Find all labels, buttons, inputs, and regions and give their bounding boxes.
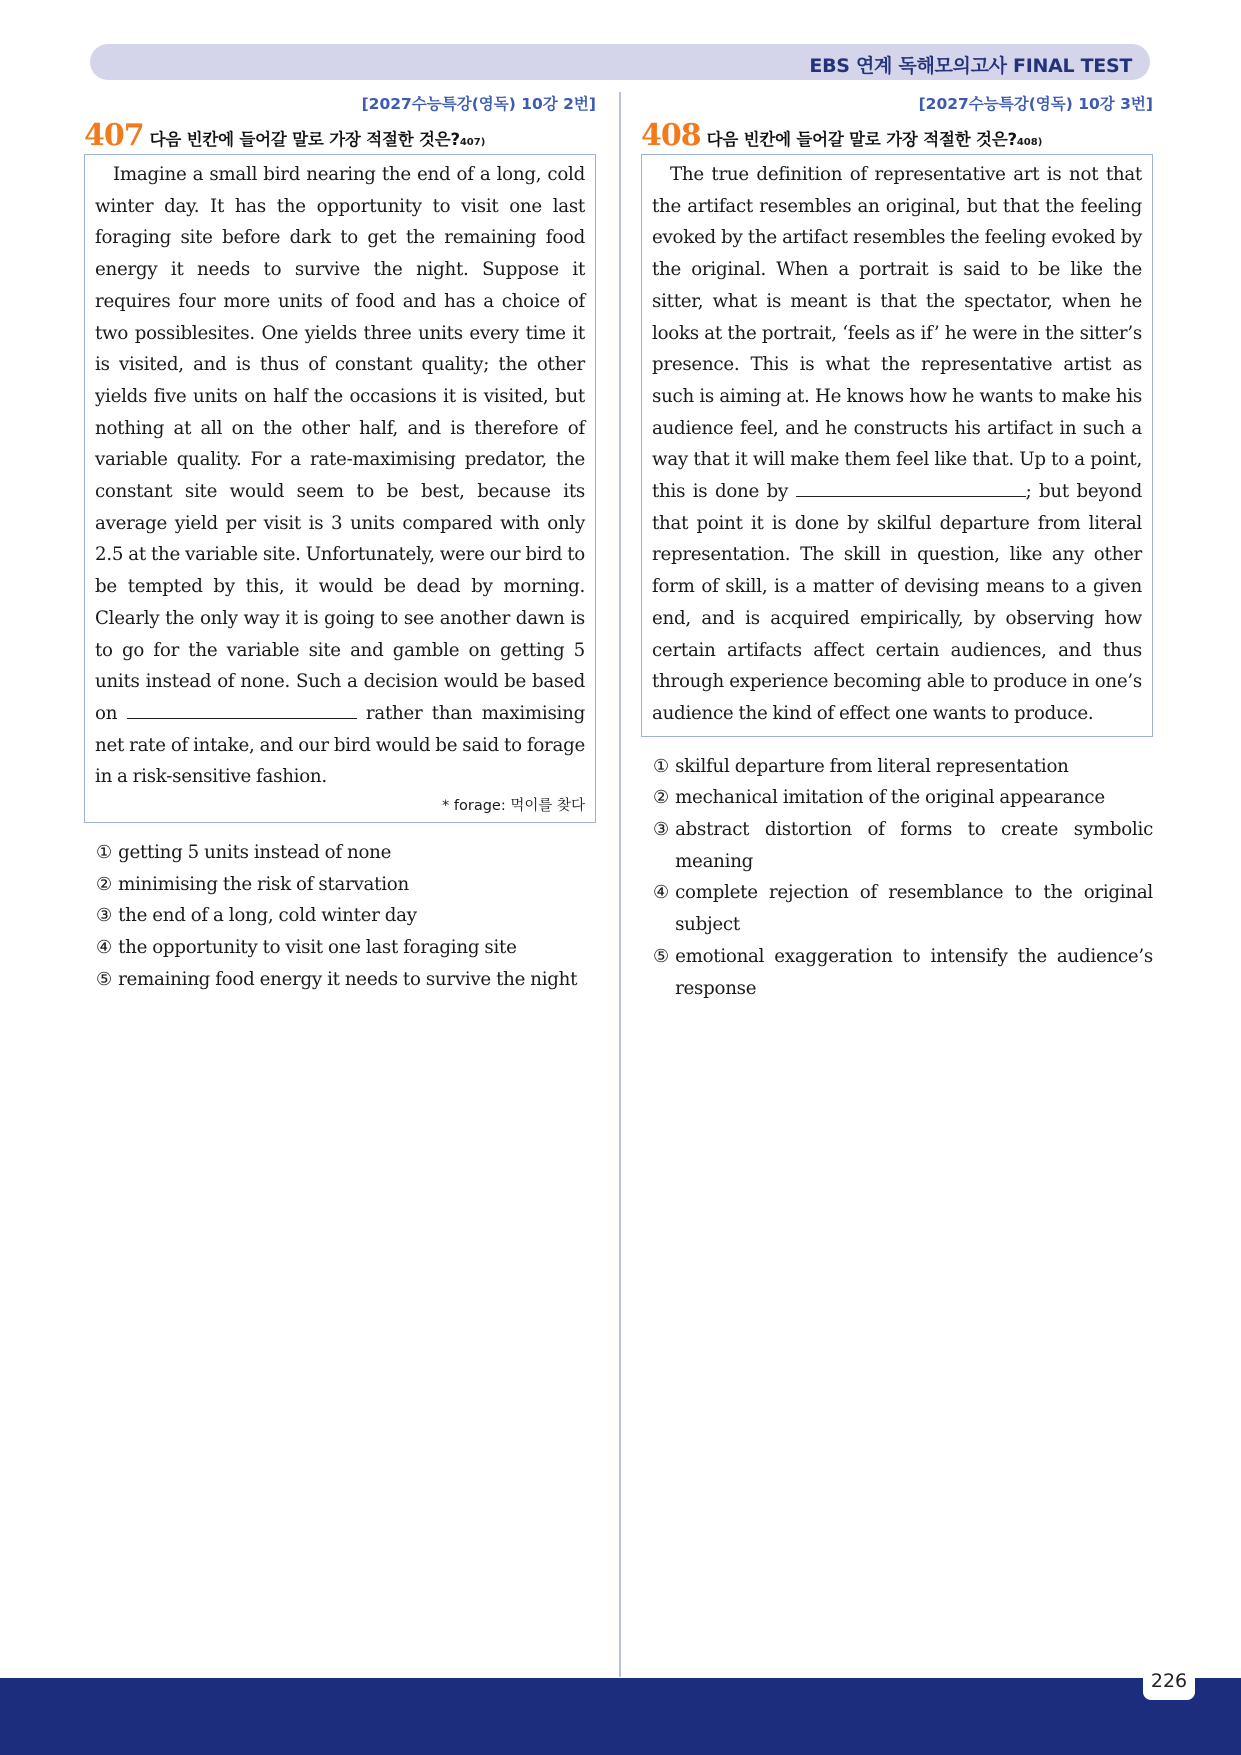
option-text: the end of a long, cold winter day [118,905,417,927]
passage-text-before: The true definition of representative art is not that the artifact resembles an original, but that the feeling evoked by the artifact resembles the feeling evoked by the original. When a portrait is said to be like the sitter, what is meant is that the spectator, when he looks at the portrait, ‘feels as if’ he were in the sitter’s presence. This is what the representative artist as such is aiming at. He knows how he wants to make his audience feel, and he constructs his artifact in such a way that it will make them feel like that. Up to a point, this is done by [652,164,1142,503]
column-divider [619,92,621,1677]
question-407 [84,92,596,996]
option-3[interactable] [96,900,596,932]
option-mark: ② [96,873,113,895]
question-number: 407 [84,118,144,153]
option-text: the opportunity to visit one last foraging site [118,937,517,959]
option-mark: ⑤ [96,968,113,990]
question-source: [2027수능특강(영독) 10강 2번] [361,95,596,113]
question-heading [641,118,1153,152]
question-prompt: 다음 빈칸에 들어갈 말로 가장 적절한 것은? [149,130,460,149]
option-mark: ② [653,787,670,809]
option-mark: ③ [653,819,670,841]
passage-text-before: Imagine a small bird nearing the end of a long, cold winter day. It has the opportunity to visit one last foraging site before dark to get the remaining food energy it needs to survive the night. Suppose it requires four more units of food and has a choice of two possiblesites. One yields three units every time it is visited, and is thus of constant quality; the other yields five units on half the occasions it is visited, but nothing at all on the other half, and is therefore of variable quality. For a rate-maximising predator, the constant site would seem to be best, because its average yield per visit is 3 units compared with only 2.5 at the variable site. Unfortunately, were our bird to be tempted by this, it would be dead by morning. Clearly the only way it is going to see another dawn is to go for the variable site and gamble on getting 5 units instead of none. Such a decision would be based on [95,164,585,724]
answer-blank [127,700,357,719]
footer-bar [0,1678,1241,1755]
passage [652,159,1142,730]
option-3[interactable] [653,814,1153,877]
option-text: getting 5 units instead of none [118,842,392,864]
header-bar [90,44,1150,80]
passage-box [641,154,1153,737]
header-title: EBS 연계 독해모의고사 FINAL TEST [809,55,1132,77]
option-1[interactable] [653,751,1153,783]
option-mark: ④ [96,937,113,959]
option-4[interactable] [653,877,1153,940]
option-mark: ⑤ [653,945,670,967]
option-text: emotional exaggeration to intensify the audience’s response [675,945,1153,999]
passage-text-after: ; but beyond that point it is done by skilful departure from literal representation. The skill in question, like any other form of skill, is a matter of devising means to a given end, and is acquired empirically, by observing how certain artifacts affect certain audiences, and thus through experience becoming able to produce in one’s audience the kind of effect one wants to produce. [652,481,1143,724]
question-408 [641,92,1153,1004]
vocab-gloss: * forage: 먹이를 찾다 [442,798,585,815]
option-text: mechanical imitation of the original appearance [675,787,1105,809]
option-5[interactable] [653,941,1153,1004]
question-number: 408 [641,118,701,153]
page-number: 226 [1143,1662,1195,1700]
option-4[interactable] [96,932,596,964]
passage [95,159,585,793]
option-2[interactable] [96,869,596,901]
passage-text-after: rather than maximising net rate of intake, and our bird would be said to forage in a risk-sensitive fashion. [95,702,585,788]
option-text: abstract distortion of forms to create symbolic meaning [675,819,1153,872]
answer-options [84,837,596,996]
option-text: remaining food energy it needs to survive the night [118,968,578,990]
option-text: skilful departure from literal representation [675,755,1069,777]
option-mark: ① [96,842,113,864]
passage-box [84,154,596,823]
option-text: complete rejection of resemblance to the original subject [675,882,1153,936]
option-text: minimising the risk of starvation [118,873,409,895]
answer-options [641,751,1153,1005]
option-mark: ① [653,755,670,777]
question-heading [84,118,596,152]
footnote-ref: 408) [1016,137,1043,148]
question-prompt: 다음 빈칸에 들어갈 말로 가장 적절한 것은? [706,130,1017,149]
question-source: [2027수능특강(영독) 10강 3번] [918,95,1153,113]
option-mark: ③ [96,905,113,927]
footnote-ref: 407) [459,137,486,148]
option-mark: ④ [653,882,670,904]
answer-blank [796,478,1026,497]
option-2[interactable] [653,782,1153,814]
option-1[interactable] [96,837,596,869]
option-5[interactable] [96,964,596,996]
